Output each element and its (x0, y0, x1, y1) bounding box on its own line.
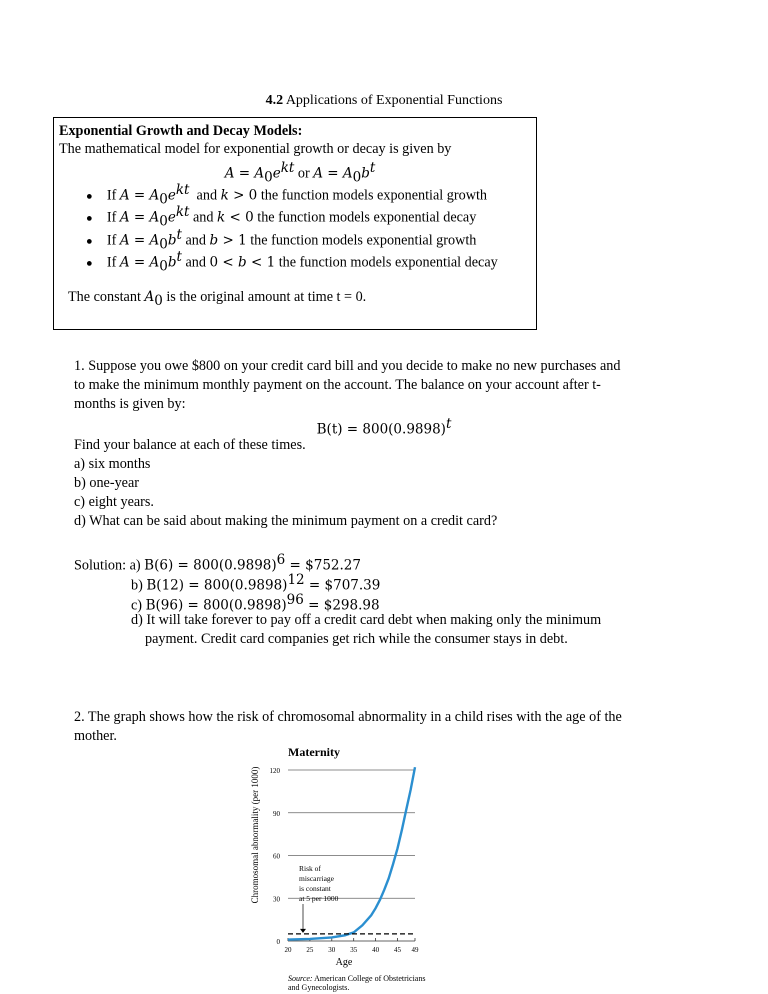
annotation-arrowhead (300, 929, 306, 933)
bullet-item: ● If $A = A_0b^t$ and b > 1 the function models exponential growth (86, 227, 477, 253)
problem1-part: b) one-year (74, 475, 139, 491)
x-tick-label: 40 (372, 946, 380, 954)
y-tick-label: 0 (276, 938, 280, 946)
problem1-line: months is given by: (74, 396, 186, 412)
annotation-line: is constant (299, 884, 331, 893)
formula-conj: or (297, 165, 310, 182)
solution-line: b) $B(12) = 800(0.9898)^{12}$ = $707.39 (131, 572, 381, 594)
section-number: 4.2 (265, 93, 284, 108)
box-intro: The mathematical model for exponential growth or decay is given by (59, 141, 452, 157)
y-tick-label: 120 (269, 767, 280, 775)
annotation-line: miscarriage (299, 874, 334, 883)
constant-note: The constant $A_0$ is the original amount at time t = 0. (68, 289, 367, 309)
x-tick-label: 49 (411, 946, 419, 954)
chart-source-cont: and Gynecologists. (288, 983, 350, 992)
section-heading (0, 93, 768, 109)
maternity-chart (243, 745, 473, 993)
x-tick-label: 35 (350, 946, 358, 954)
model-formula: $A = A_0e^{kt}$ or $A = A_0b^t$ (224, 160, 376, 186)
problem1-prompt: Find your balance at each of these times. (74, 437, 306, 453)
problem1-part: d) What can be said about making the minimum payment on a credit card? (74, 513, 498, 529)
risk-curve (288, 767, 415, 939)
y-tick-label: 90 (273, 809, 280, 818)
y-tick-label: 60 (273, 852, 280, 861)
x-axis-label: Age (335, 957, 353, 968)
bullet-item: ● If $A = A_0e^{kt}$ and k > 0 the function models exponential growth (86, 182, 487, 208)
bullet-item: ● If $A = A_0e^{kt}$ and k < 0 the function models exponential decay (86, 204, 477, 230)
box-heading: Exponential Growth and Decay Models: (59, 123, 303, 139)
problem1-part: a) six months (74, 456, 151, 472)
annotation-line: Risk of (299, 864, 321, 873)
problem2-line: 2. The graph shows how the risk of chromosomal abnormality in a child rises with the age of the (74, 709, 622, 725)
solution-line: c) $B(96) = 800(0.9898)^{96}$ = $298.98 (131, 592, 380, 614)
problem2-line: mother. (74, 728, 117, 744)
x-tick-label: 30 (328, 946, 336, 954)
balance-formula: $B(t) = 800(0.9898)^t$ (316, 416, 452, 438)
problem1-line: 1. Suppose you owe $800 on your credit card bill and you decide to make no new purchases and (74, 358, 621, 374)
x-tick-label: 45 (393, 946, 401, 954)
solution-line: payment. Credit card companies get rich while the consumer stays in debt. (145, 631, 568, 647)
solution-line: d) It will take forever to pay off a credit card debt when making only the minimum (131, 612, 602, 628)
problem1-line: to make the minimum monthly payment on the account. The balance on your account after t- (74, 377, 601, 393)
bullet-item: ● If $A = A_0b^t$ and 0 < b < 1 the function models exponential decay (86, 249, 498, 275)
x-tick-label: 20 (284, 946, 292, 954)
chart-title: Maternity (288, 745, 340, 759)
x-tick-label: 25 (306, 946, 314, 954)
annotation-line: at 5 per 1000 (299, 894, 339, 903)
y-axis-label: Chromosomal abnormality (per 1000) (250, 766, 260, 904)
problem1-part: c) eight years. (74, 494, 154, 510)
section-title: Applications of Exponential Functions (285, 93, 503, 108)
chart-source: Source: American College of Obstetricians (288, 974, 426, 983)
solution-line: Solution: a) $B(6) = 800(0.9898)^6$ = $752.27 (74, 552, 361, 574)
y-tick-label: 30 (273, 895, 280, 904)
